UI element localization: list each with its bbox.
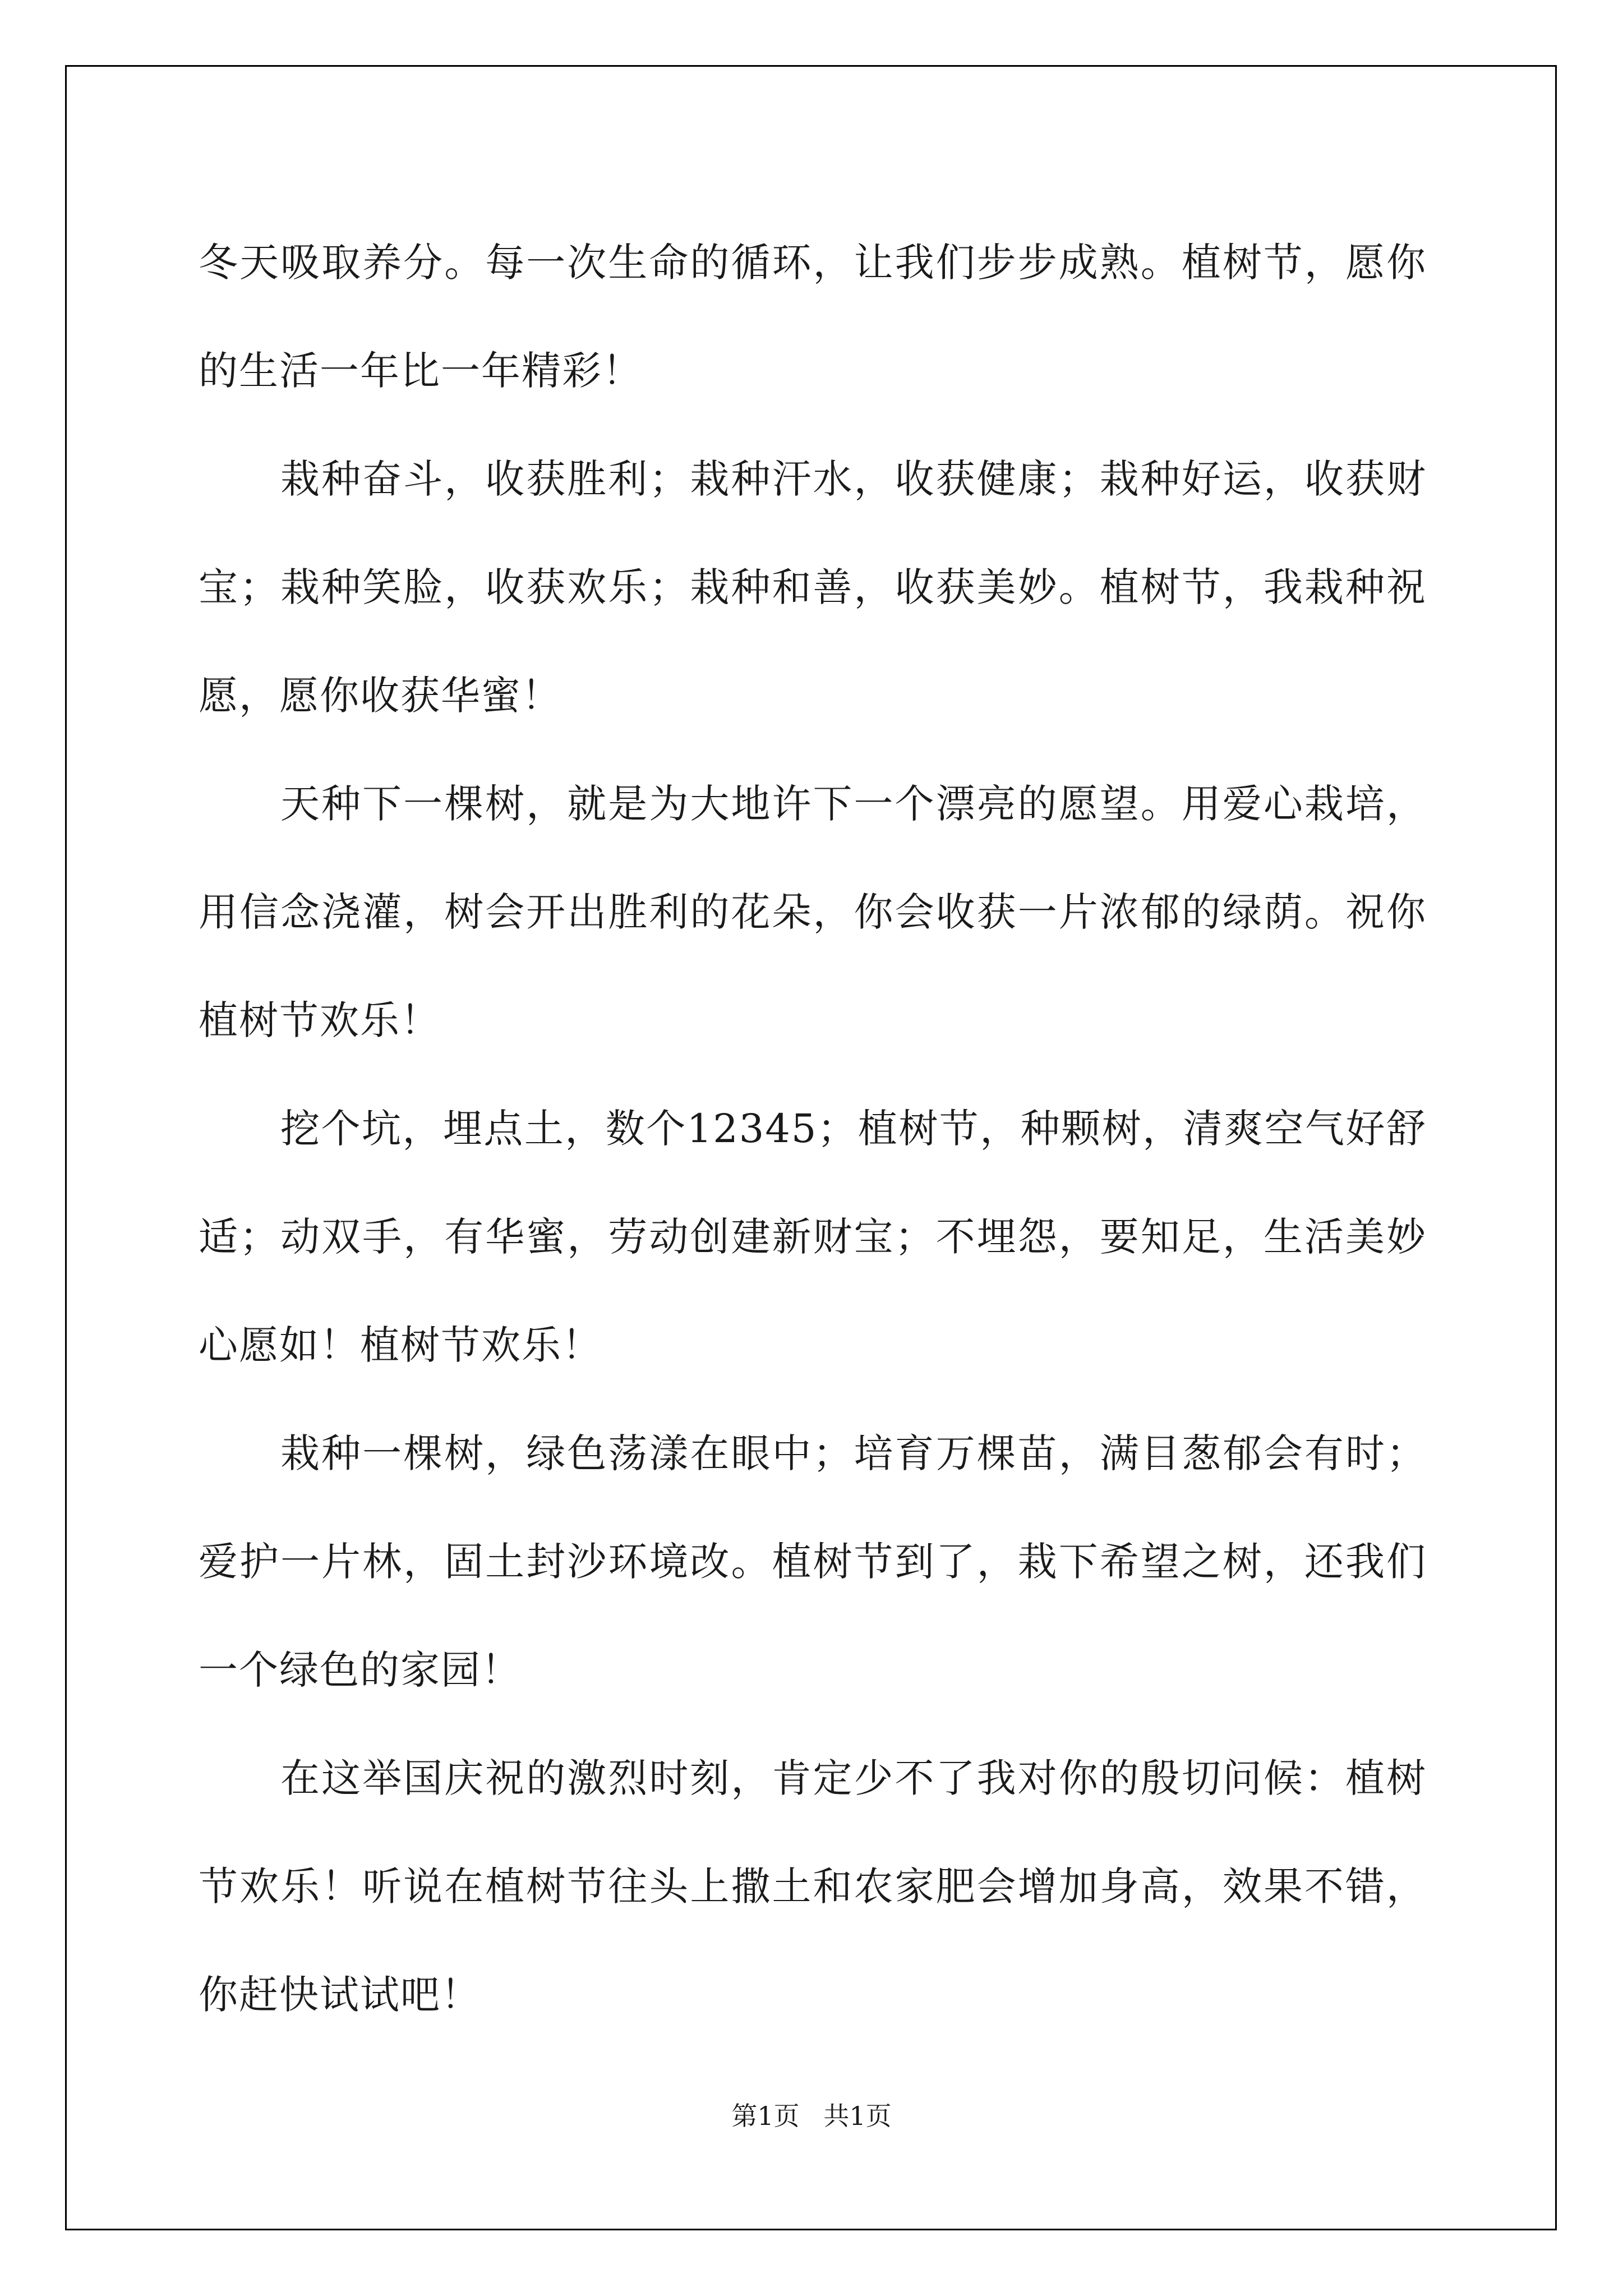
- paragraph-1: 冬天吸取养分。每一次生命的循环，让我们步步成熟。植树节，愿你的生活一年比一年精彩！: [199, 240, 1427, 394]
- document-body: [199, 209, 1427, 2049]
- page-footer: [0, 2096, 1623, 2133]
- page-number: 第1页: [731, 2101, 800, 2131]
- paragraph-2: 栽种奋斗，收获胜利；栽种汗水，收获健康；栽种好运，收获财宝；栽种笑脸，收获欢乐；栽种和善，收获美妙。植树节，我栽种祝愿，愿你收获华蜜！: [199, 456, 1427, 719]
- page-total: 共1页: [823, 2101, 892, 2131]
- paragraph-3: 天种下一棵树，就是为大地许下一个漂亮的愿望。用爱心栽培，用信念浇灌，树会开出胜利的花朵，你会收获一片浓郁的绿荫。祝你植树节欢乐！: [199, 781, 1427, 1043]
- paragraph-6: 在这举国庆祝的激烈时刻，肯定少不了我对你的殷切问候：植树节欢乐！听说在植树节往头上撒土和农家肥会增加身高，效果不错，你赶快试试吧！: [199, 1755, 1427, 2018]
- paragraph-4: 挖个坑，埋点土，数个12345；植树节，种颗树，清爽空气好舒适；动双手，有华蜜，劳动创建新财宝；不埋怨，要知足，生活美妙心愿如！植树节欢乐！: [199, 1106, 1427, 1368]
- paragraph-5: 栽种一棵树，绿色荡漾在眼中；培育万棵苗，满目葱郁会有时；爱护一片林，固土封沙环境改。植树节到了，栽下希望之树，还我们一个绿色的家园！: [199, 1430, 1427, 1693]
